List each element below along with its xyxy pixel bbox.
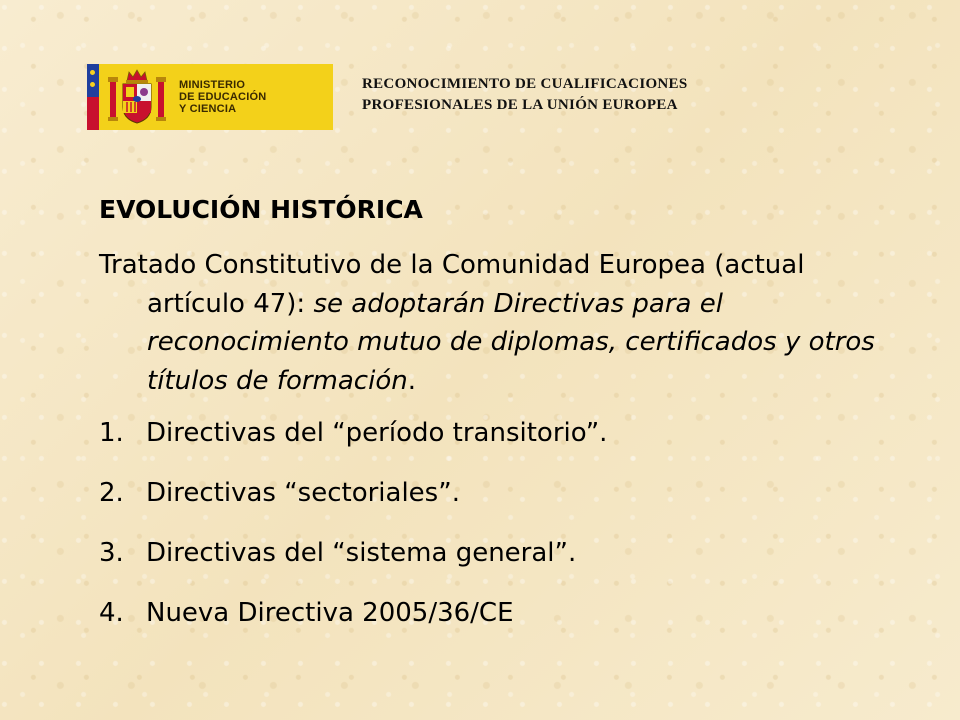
list-item-number: 1. — [99, 418, 124, 448]
eu-flag-strip — [87, 64, 99, 130]
slide-header-title — [362, 74, 688, 116]
header-line-1: RECONOCIMIENTO DE CUALIFICACIONES — [362, 76, 688, 92]
list-item — [99, 414, 889, 452]
list-item-number: 3. — [99, 538, 124, 568]
list-item-number: 2. — [99, 478, 124, 508]
section-heading: EVOLUCIÓN HISTÓRICA — [99, 195, 423, 224]
list-item — [99, 534, 889, 572]
treaty-paragraph — [99, 246, 889, 400]
ministry-logo — [87, 64, 333, 130]
list-item-text: Directivas del “sistema general”. — [146, 538, 577, 568]
paragraph-normal-text: Tratado Constitutivo de la Comunidad Europea (actual artículo 47): — [99, 250, 805, 319]
ministry-line-3: Y CIENCIA — [179, 103, 237, 115]
list-item-text: Nueva Directiva 2005/36/CE — [146, 598, 514, 628]
list-item-text: Directivas “sectoriales”. — [146, 478, 460, 508]
slide-content — [99, 190, 889, 654]
coat-of-arms-icon — [107, 69, 167, 125]
list-item — [99, 474, 889, 512]
paragraph-end-text: . — [407, 365, 416, 396]
ministry-line-1: MINISTERIO — [179, 79, 246, 91]
directives-list — [99, 414, 889, 632]
list-item-text: Directivas del “período transitorio”. — [146, 418, 608, 448]
list-item — [99, 594, 889, 632]
header-line-2: PROFESIONALES DE LA UNIÓN EUROPEA — [362, 97, 678, 113]
ministry-name — [179, 79, 266, 115]
paragraph-italic-text: se adoptarán Directivas para el reconocimiento mutuo de diplomas, certificados y otros títulos de formación — [147, 288, 875, 396]
list-item-number: 4. — [99, 598, 124, 628]
ministry-line-2: DE EDUCACIÓN — [179, 91, 267, 103]
